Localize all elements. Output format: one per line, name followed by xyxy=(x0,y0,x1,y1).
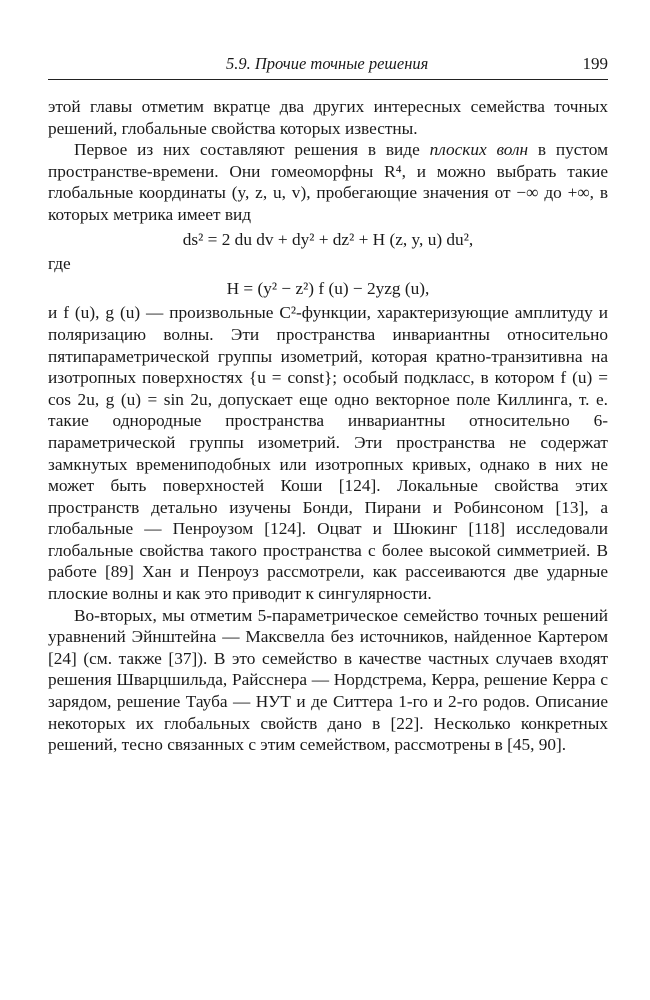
header-rule xyxy=(48,79,608,80)
paragraph-plane-waves xyxy=(48,139,608,225)
paragraph-plane-waves-start: Первое из них составляют решения в виде xyxy=(74,140,430,160)
paragraph-continued: этой главы отметим вкратце два других интересных семейства точных решений, глобальные свойства которых известны. xyxy=(48,97,608,138)
paragraph-plane-waves-rest: в пустом пространстве-времени. Они гомеоморфны R⁴, и можно выбрать такие глобальные координаты (y, z, u, v), пробегающие значения от −∞ до +∞, в которых метрика имеет вид xyxy=(48,140,609,224)
where-label: где xyxy=(48,254,71,274)
term-plane-waves: плоских волн xyxy=(429,140,529,160)
page-body xyxy=(48,96,608,756)
h-function-formula: H = (y² − z²) f (u) − 2yzg (u), xyxy=(226,278,430,298)
page-header xyxy=(48,52,608,78)
page-number: 199 xyxy=(582,54,608,73)
running-title: 5.9. Прочие точные решения xyxy=(226,54,429,73)
paragraph-carter-family: Во-вторых, мы отметим 5-параметрическое семейство точных решений уравнений Эйнштейна — Максвелла без источников, найденное Картером [24] (см. также [37]). В это семейство в качестве частных случаев входят решения Шварцшильда, Райсснера — Нордстрема, Керра, решение Керра с зарядом, решение Тауба — НУТ и де Ситтера 1-го и 2-го родов. Описание некоторых их глобальных свойств дано в [22]. Несколько конкретных решений, тесно связанных с этим семейством, рассмотрены в [45, 90]. xyxy=(48,605,608,755)
paragraph-properties: и f (u), g (u) — произвольные C²-функции, характеризующие амплитуду и поляризацию волны. Эти пространства инвариантны относительно пятипараметрической группы изометрий, которая кратно-транзитивна на изотропных поверхностях {u = const}; особый подкласс, в котором f (u) = cos 2u, g (u) = sin 2u, допускает еще одно векторное поле Киллинга, т. е. такие однородные пространства инвариантны относительно 6-параметрической группы изометрий. Эти пространства не содержат замкнутых времениподобных или изотропных кривых, однако в них не может быть поверхностей Коши [124]. Локальные свойства этих пространств детально изучены Бонди, Пирани и Робинсоном [13], а глобальные — Пенроузом [124]. Оцват и Шюкинг [118] исследовали глобальные свойства такого пространства с более высокой симметрией. В работе [89] Хан и Пенроуз рассмотрели, как рассеиваются две ударные плоские волны и как это приводит к сингулярности. xyxy=(48,303,608,604)
metric-formula: ds² = 2 du dv + dy² + dz² + H (z, y, u) du², xyxy=(182,229,474,249)
